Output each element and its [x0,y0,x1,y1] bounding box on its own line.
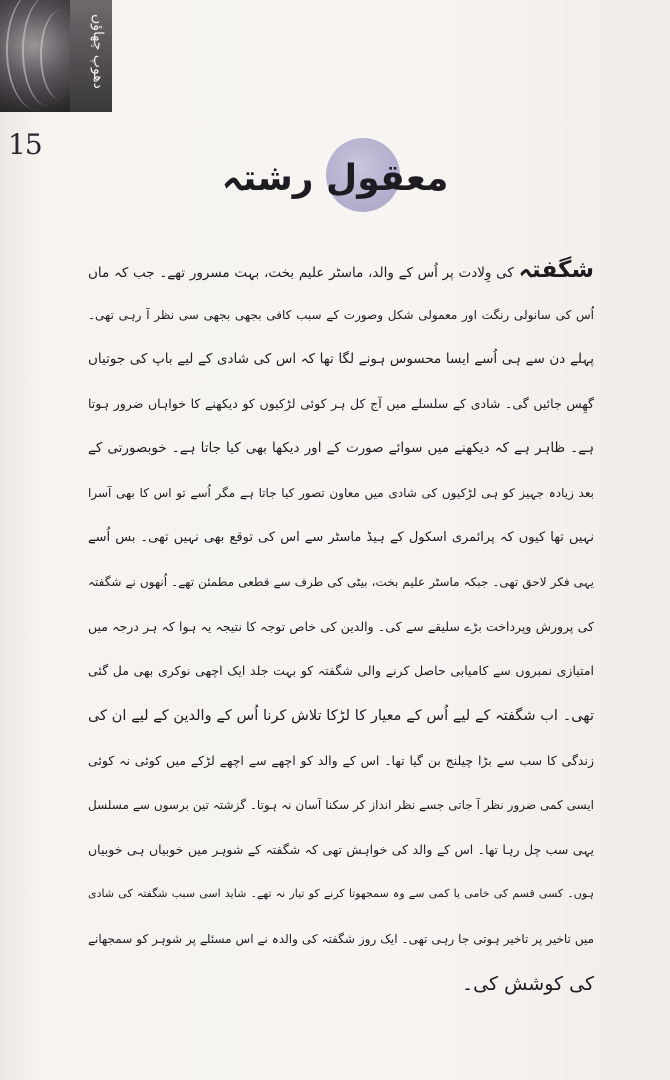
text-line: نہیں تھا کیوں کہ پرائمری اسکول کے ہیڈ ماسٹر سے اس کی توقع بھی نہیں تھی۔ بس اُسے [88,529,594,545]
text-line: ایسی کمی ضرور نظر آ جاتی جسے نظر انداز کر سکنا آسان نہ ہوتا۔ گزشتہ تین برسوں سے مسلسل [88,798,594,813]
text-line: گھِس جائیں گی۔ شادی کے سلسلے میں آج کل ہر کوئی لڑکیوں کو دیکھنے کا خواہاں ضرور ہوتا [88,395,594,411]
text-line: یہی فکر لاحق تھی۔ جبکہ ماسٹر علیم بخت، بیٹی کی طرف سے قطعی مطمئن تھے۔ اُنھوں نے شگفتہ [88,575,594,590]
text-line: ہوں۔ کسی قسم کی خامی یا کمی سے وہ سمجھوتا کرنے کو تیار نہ تھے۔ شاید اسی سبب شگفتہ کی شادی [88,887,594,901]
text-line: میں تاخیر پر تاخیر ہوتی جا رہی تھی۔ ایک روز شگفتہ کی والدہ نے اس مسئلے پر شوہر کو سمجھانے [88,931,594,946]
text-line-content: کی وِلادت پر اُس کے والد، ماسٹر علیم بخت، بہت مسرور تھے۔ جب کہ ماں [88,265,519,281]
text-line [88,248,594,293]
book-title-vertical: دھوپ چھاؤں [90,14,106,89]
text-line: پہلے دن سے ہی اُسے ایسا محسوس ہونے لگا تھا کہ اس کی شادی کے لیے باپ کی جوتیاں [88,351,594,368]
page-number: 15 [8,128,42,161]
text-line: کی پرورش وپرداخت بڑے سلیقے سے کی۔ والدین کی خاص توجہ کا نتیجہ یہ ہوا کہ ہر درجہ میں [88,618,594,634]
text-line: تھی۔ اب شگفتہ کے لیے اُس کے معیار کا لڑکا تلاش کرنا اُس کے والدین کے لیے ان کی [88,707,594,724]
text-line: یہی سب چل رہا تھا۔ اس کے والد کی خواہش تھی کہ شگفتہ کے شوہر میں خوبیاں ہی خوبیاں [88,841,594,857]
text-line: ہے۔ ظاہر ہے کہ دیکھنے میں سوائے صورت کے اور دیکھا بھی کیا جاتا ہے۔ خوبصورتی کے [88,440,594,457]
text-line: زندگی کا سب سے بڑا چیلنج بن گیا تھا۔ اس کے والد کو اچھے سے اچھے لڑکے میں کوئی نہ کوئی [88,752,594,768]
text-line: کی کوشش کی۔ [462,972,594,995]
text-line: امتیازی نمبروں سے کامیابی حاصل کرنے والی شگفتہ کو بہت جلد ایک اچھی نوکری بھی مل گئی [88,663,594,679]
story-body [88,248,594,1006]
text-line: اُس کی سانولی رنگت اور معمولی شکل وصورت کے سبب کافی بجھی بجھی سی نظر آ رہی تھی۔ [88,307,594,322]
story-heading [0,138,670,218]
text-line: بعد زیادہ جہیز کو ہی لڑکیوں کی شادی میں معاون تصور کیا جاتا ہے مگر اُسے تو اس کا بھی آسرا [88,485,594,500]
story-title: معقول رشتہ [221,158,449,199]
corner-illustration [0,0,112,112]
lead-word: شگفتہ [518,257,594,283]
